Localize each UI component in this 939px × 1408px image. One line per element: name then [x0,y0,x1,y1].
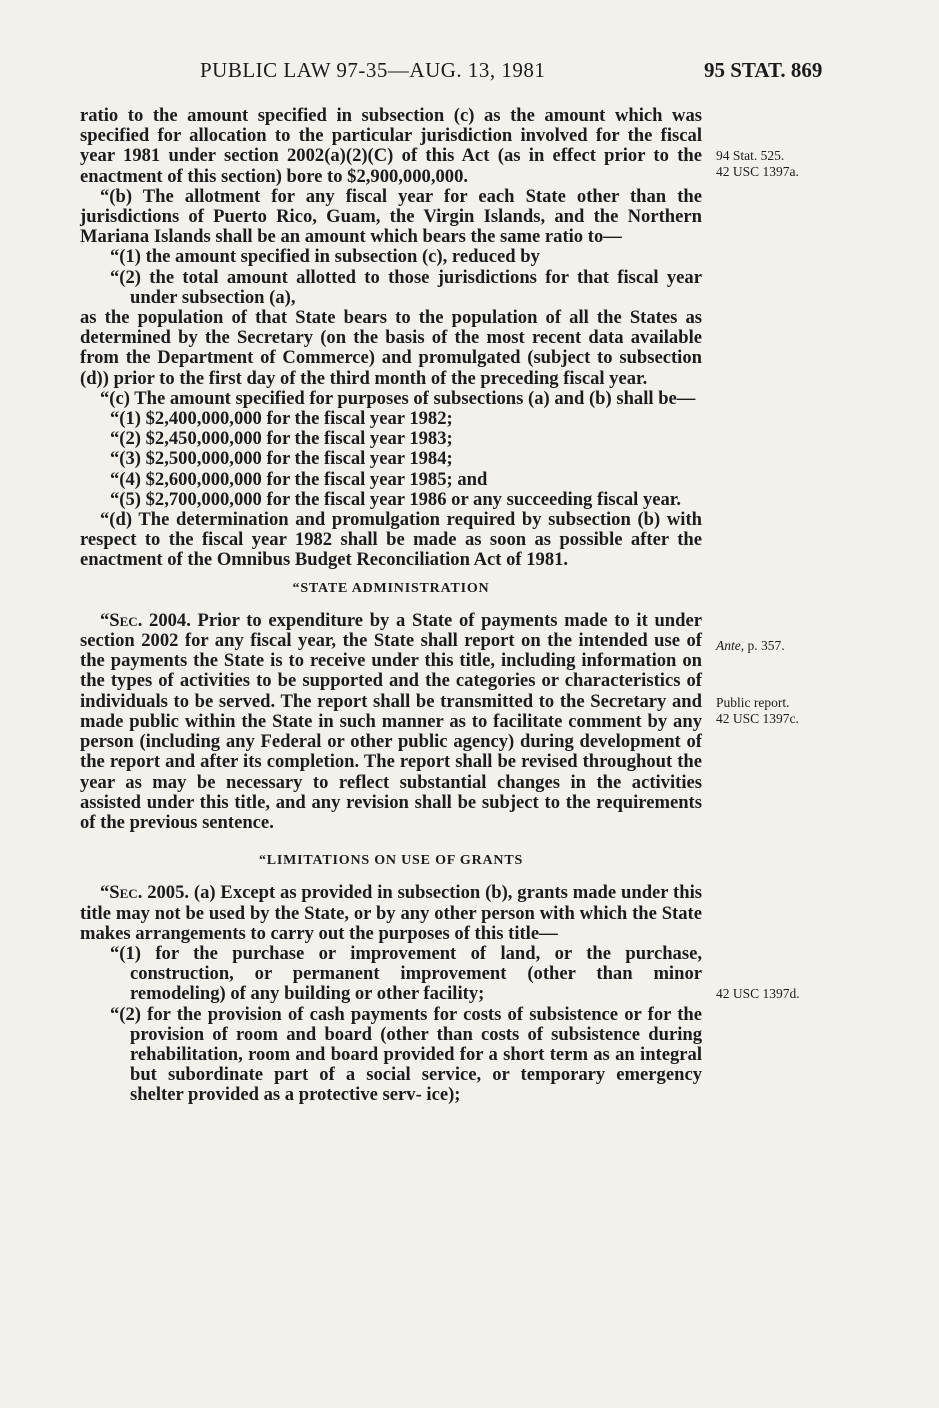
list-item: “(2) the total amount allotted to those jurisdictions for that fiscal year under subsection (a), [110,266,702,308]
section-heading-state-administration: “STATE ADMINISTRATION [292,580,490,596]
running-title: PUBLIC LAW 97-35—AUG. 13, 1981 [200,58,546,82]
paragraph-continuation: ratio to the amount specified in subsection (c) as the amount which was specified for allocation to the particular jurisdiction involved for the fiscal year 1981 under section 2002(a)(2)(C) of this Act (as in effect prior to the enactment of this section) bore to $2,900,000,000. [80,105,702,187]
paragraph-subsection-d: “(d) The determination and promulgation required by subsection (b) with respect to the fiscal year 1982 shall be made as soon as possible after the enactment of the Omnibus Budget Reconciliation Act of 1981. [80,509,702,571]
paragraph-sec-2005 [80,883,702,944]
list-item: “(5) $2,700,000,000 for the fiscal year 1986 or any succeeding fiscal year. [110,488,682,510]
margin-note-usc-citation: 42 USC 1397d. [716,986,800,1001]
margin-note-stat-citation: 94 Stat. 525. 42 USC 1397a. [716,148,799,179]
section-text: (a) Except as provided in subsection (b), grants made under this title may not be used by the State, or by any other person with which the State makes arrangements to carry out the purposes of this title— [80,882,702,944]
paragraph-subsection-c: “(c) The amount specified for purposes of subsections (a) and (b) shall be— [100,387,696,409]
paragraph-ratio-clause: as the population of that State bears to the population of all the States as determined by the Secretary (on the basis of the most recent data available from the Department of Commerce) and promulgated (subject to subsection (d)) prior to the first day of the third month of the preceding fiscal year. [80,307,702,389]
list-item: “(2) for the provision of cash payments for costs of subsistence or for the provision of room and board (other than costs of subsistence during rehabilitation, room and board provided for a short term as an integral but subordinate part of a social service, or temporary emergency shelter provided as a protective serv- ice); [110,1003,702,1106]
statute-page-number: 95 STAT. 869 [704,58,823,82]
list-item: “(3) $2,500,000,000 for the fiscal year 1984; [110,448,453,470]
page-header [0,58,939,88]
paragraph-subsection-b: “(b) The allotment for any fiscal year for each State other than the jurisdictions of Puerto Rico, Guam, the Virgin Islands, and the Northern Mariana Islands shall be an amount which bears the same ratio to— [80,185,702,248]
list-item: “(1) $2,400,000,000 for the fiscal year 1982; [110,408,453,430]
list-item: “(4) $2,600,000,000 for the fiscal year 1985; and [110,468,488,490]
margin-note-public-report: Public report. 42 USC 1397c. [716,695,799,726]
section-label: “Sec. 2005. [100,882,190,904]
section-text: Prior to expenditure by a State of payments made to it under section 2002 for any fiscal year, the State shall report on the intended use of the payments the State is to receive under this title, including information on the types of activities to be supported and the categories or characteristics of individuals to be served. The report shall be transmitted to the Secretary and made public within the State in such manner as to facilitate comment by any person (including any Federal or other public agency) during development of the report and after its completion. The report shall be revised throughout the year as may be necessary to reflect substantial changes in the activities assisted under this title, and any revision shall be subject to the requirements of the previous sentence. [80,609,702,833]
list-item: “(1) for the purchase or improvement of land, or the purchase, construction, or permanent improvement (other than minor remodeling) of any building or other facility; [110,942,702,1005]
list-item: “(2) $2,450,000,000 for the fiscal year 1983; [110,428,453,450]
body-text [80,106,702,1106]
list-item: “(1) the amount specified in subsection (c), reduced by [110,246,540,268]
paragraph-sec-2004 [80,611,702,833]
section-label: “Sec. 2004. [100,609,191,631]
section-heading-limitations: “LIMITATIONS ON USE OF GRANTS [258,853,524,869]
margin-note-ante: Ante, p. 357. [716,638,785,653]
